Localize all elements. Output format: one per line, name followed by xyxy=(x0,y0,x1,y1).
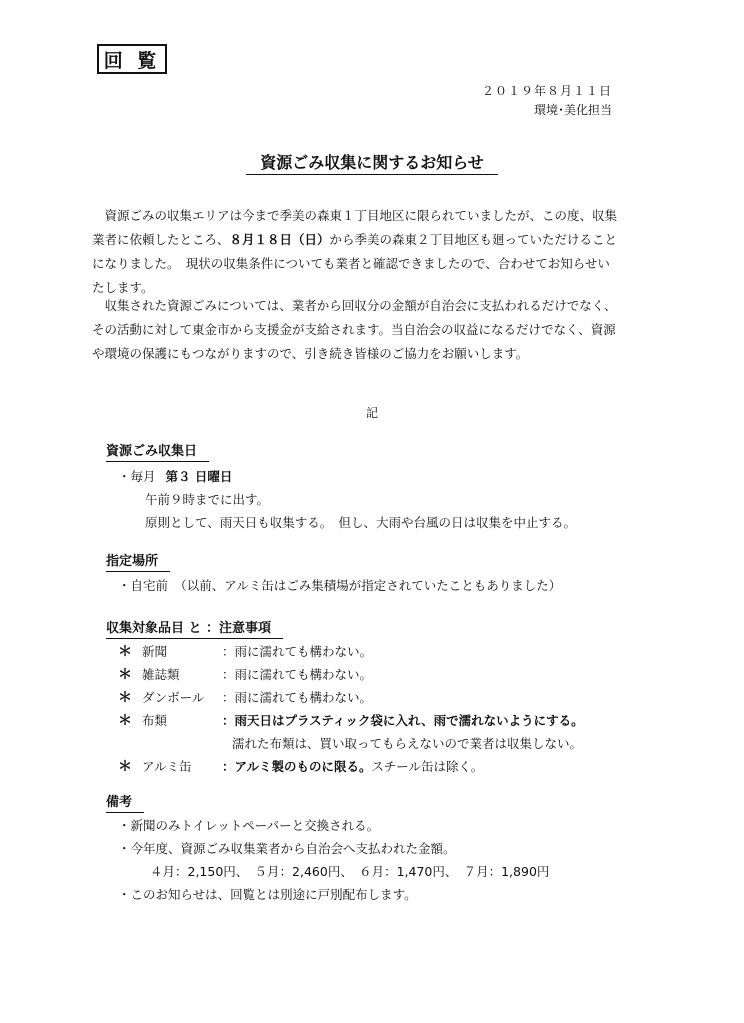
schedule-day xyxy=(118,468,232,486)
notes-line-distribution: ・このお知らせは、回覧とは別途に戸別配布します。 xyxy=(118,887,417,902)
item-sep: ： xyxy=(221,713,235,728)
place-heading: 指定場所 xyxy=(106,553,170,572)
intro-text-a: 資源ごみの収集エリアは今まで季美の森東１丁目地区に限られていましたが、この度、収集業者に依頼したところ、 xyxy=(92,208,618,247)
item-row xyxy=(118,666,372,684)
item-name: アルミ缶 xyxy=(141,759,192,774)
document-date: ２０１９年８月１１日 xyxy=(481,84,612,98)
notes-line-newspaper: ・新聞のみトイレットペーパーと交換される。 xyxy=(118,818,380,833)
revenue-paragraph: 収集された資源ごみについては、業者から回収分の金額が自治会に支払われるだけでなく、その活動に対して東金市から支援金が支給されます。当自治会の収益になるだけでなく、資源や環境の保護にもつながりますので、引き続き皆様のご協力をお願いします。 xyxy=(92,298,617,361)
item-note-rest: スチール缶は除く。 xyxy=(371,759,484,774)
circulation-stamp: 回 覧 xyxy=(97,44,167,74)
notes-line-payments: ・今年度、資源ごみ収集業者から自治会へ支払われた金額。 xyxy=(118,841,456,856)
item-note: 雨に濡れても構わない。 xyxy=(234,667,373,682)
collection-date-highlight: ８月１８日（日） xyxy=(229,232,330,247)
item-sep: ： xyxy=(221,759,235,774)
document-title xyxy=(0,150,744,173)
item-note: 雨に濡れても構わない。 xyxy=(234,644,373,659)
item-sep: ： xyxy=(221,667,235,682)
item-name: 新聞 xyxy=(141,644,167,659)
item-row xyxy=(118,712,584,730)
asterisk-icon: ＊ xyxy=(118,713,132,729)
notes-heading: 備考 xyxy=(106,794,144,813)
schedule-rain-policy: 原則として、雨天日も収集する。 但し、大雨や台風の日は収集を中止する。 xyxy=(145,515,577,530)
item-name: 布類 xyxy=(141,713,167,728)
schedule-heading: 資源ごみ収集日 xyxy=(106,443,209,462)
item-row xyxy=(118,689,372,707)
item-name: ダンボール xyxy=(141,690,205,705)
asterisk-icon: ＊ xyxy=(118,759,132,775)
item-row xyxy=(118,758,483,776)
intro-paragraph xyxy=(92,204,622,300)
item-note: 雨に濡れても構わない。 xyxy=(234,690,373,705)
asterisk-icon: ＊ xyxy=(118,644,132,660)
schedule-prefix: ・毎月 xyxy=(118,469,156,484)
item-row xyxy=(118,643,372,661)
item-note-bold: 雨天日はプラスティック袋に入れ、雨で濡れないようにする。 xyxy=(234,713,584,728)
item-sep: ： xyxy=(221,644,235,659)
asterisk-icon: ＊ xyxy=(118,667,132,683)
item-name: 雑誌類 xyxy=(141,667,180,682)
place-line: ・自宅前 （以前、アルミ缶はごみ集積場が指定されていたこともありました） xyxy=(118,578,562,593)
ki-marker: 記 xyxy=(365,406,378,420)
intro-text-c: から季美の森東２丁目地区も廻っていただけることになりました。 現状の収集条件についても業者と確認できましたので、合わせてお知らせいたします。 xyxy=(92,232,618,295)
item-sep: ： xyxy=(221,690,235,705)
schedule-day-bold: 第３ 日曜日 xyxy=(165,469,233,484)
schedule-time: 午前９時までに出す。 xyxy=(145,492,270,507)
asterisk-icon: ＊ xyxy=(118,690,132,706)
notes-amounts: ４月：2,150円、 ５月：2,460円、 ６月：1,470円、 ７月：1,890円 xyxy=(150,864,550,879)
item-note-bold: アルミ製のものに限る。 xyxy=(234,759,372,774)
cloth-extra-note: 濡れた布類は、買い取ってもらえないので業者は収集しない。 xyxy=(232,736,583,751)
document-department: 環境･美化担当 xyxy=(533,103,612,117)
items-heading: 収集対象品目 と ：注意事項 xyxy=(106,620,283,639)
document-title-text: 資源ごみ収集に関するお知らせ xyxy=(246,153,498,175)
